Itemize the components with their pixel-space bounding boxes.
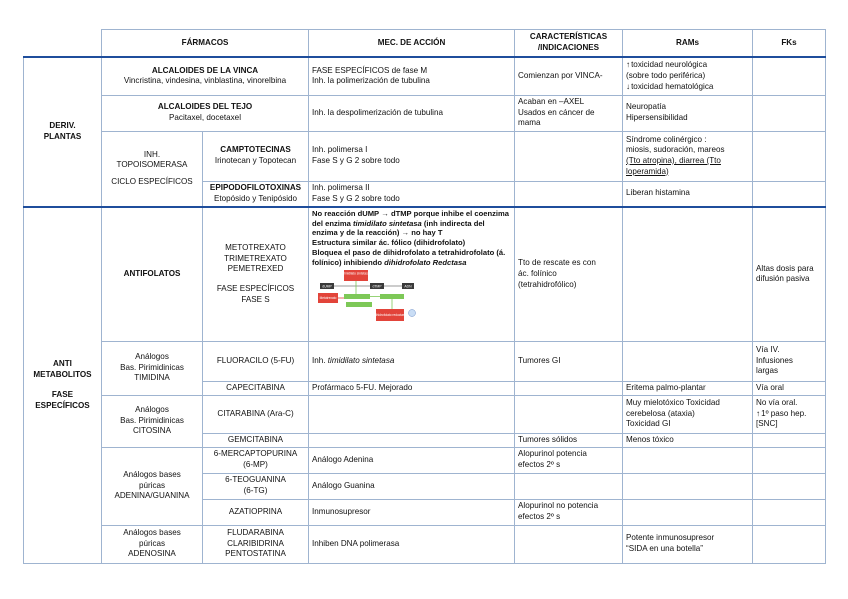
row-antifolatos <box>24 207 826 341</box>
mec-tejo: Inh. la despolimerización de tubulina <box>309 95 515 131</box>
car-citarabina <box>515 395 623 433</box>
drug-gemcitabina: GEMCITABINA <box>203 433 309 447</box>
row-mercaptopurina <box>24 447 826 473</box>
fks-capecitabina: Vía oral <box>753 381 826 395</box>
rams-vinca: ↑ toxicidad neurológica (sobre todo periférica) ↓ toxicidad hematológica <box>623 57 753 95</box>
header-car-line2: /INDICACIONES <box>537 43 600 52</box>
car-camptotecinas <box>515 131 623 181</box>
drug-antifolatos: METOTREXATO TRIMETREXATO PEMETREXED FASE ESPECÍFICOS FASE S <box>203 207 309 341</box>
arrow-right-icon: → <box>401 228 410 238</box>
mec-fluoracilo: Inh. timidilato sintetasa <box>309 341 515 381</box>
car-capecitabina <box>515 381 623 395</box>
header-car-line1: CARACTERÍSTICAS <box>529 32 608 42</box>
mec-adenosina: Inhiben DNA polimerasa <box>309 525 515 563</box>
group-antimetabolitos: ANTI METABOLITOS FASE ESPECÍFICOS <box>24 207 102 563</box>
car-azatioprina: Alopurinol no potencia efectos 2º s <box>515 499 623 525</box>
fks-teoguanina <box>753 473 826 499</box>
drug-vinca: ALCALOIDES DE LA VINCA Vincristina, vindesina, vinblastina, vinorelbina <box>102 57 309 95</box>
header-mec: MEC. DE ACCIÓN <box>309 30 515 58</box>
header-fks: FKs <box>753 30 826 58</box>
mec-camptotecinas: Inh. polimersa I Fase S y G 2 sobre todo <box>309 131 515 181</box>
adn-label: ADN <box>404 284 412 289</box>
fks-citarabina: No vía oral. ↑ 1º paso hep. [SNC] <box>753 395 826 433</box>
class-citosina: Análogos Bas. Pirimidinicas CITOSINA <box>102 395 203 447</box>
mtx-label: Metotrexato <box>319 296 337 301</box>
car-epipodofilotoxinas <box>515 181 623 207</box>
class-adenosina: Análogos bases púricas ADENOSINA <box>102 525 203 563</box>
fks-azatioprina <box>753 499 826 525</box>
car-vinca: Comienzan por VINCA- <box>515 57 623 95</box>
rams-camptotecinas: Síndrome colinérgico : miosis, sudoración, mareos (Tto atropina), diarrea (Tto loperamida) <box>623 131 753 181</box>
car-tejo: Acaban en –AXEL Usados en cáncer de mama <box>515 95 623 131</box>
mec-vinca: FASE ESPECÍFICOS de fase M Inh. la polimerización de tubulina <box>309 57 515 95</box>
fks-fluoracilo: Vía IV. Infusiones largas <box>753 341 826 381</box>
green-box-2 <box>380 294 404 299</box>
header-rams: RAMs <box>623 30 753 58</box>
rams-mercaptopurina <box>623 447 753 473</box>
rams-capecitabina: Eritema palmo-plantar <box>623 381 753 395</box>
mec-citarabina <box>309 395 515 433</box>
rams-azatioprina <box>623 499 753 525</box>
rams-gemcitabina: Menos tóxico <box>623 433 753 447</box>
folate-pathway-diagram <box>316 269 432 327</box>
row-adenosina <box>24 525 826 563</box>
circle-marker <box>409 310 416 317</box>
mec-epipodofilotoxinas: Inh. polimersa II Fase S y G 2 sobre todo <box>309 181 515 207</box>
fks-epipodofilotoxinas <box>753 181 826 207</box>
green-box-1 <box>344 294 370 299</box>
header-farmacos: FÁRMACOS <box>102 30 309 58</box>
drug-azatioprina: AZATIOPRINA <box>203 499 309 525</box>
drug-fluoracilo: FLUORACILO (5-FU) <box>203 341 309 381</box>
header-row <box>24 30 826 58</box>
drug-capecitabina: CAPECITABINA <box>203 381 309 395</box>
fks-mercaptopurina <box>753 447 826 473</box>
drug-camptotecinas: CAMPTOTECINAS Irinotecan y Topotecan <box>203 131 309 181</box>
arrow-right-icon: → <box>381 209 389 218</box>
group-topoisomerasa: INH. TOPOISOMERASA CICLO ESPECÍFICOS <box>102 131 203 207</box>
mec-capecitabina: Profármaco 5-FU. Mejorado <box>309 381 515 395</box>
fks-adenosina <box>753 525 826 563</box>
row-citarabina <box>24 395 826 433</box>
rams-fluoracilo <box>623 341 753 381</box>
dump-label: dUMP <box>322 284 332 289</box>
fks-antifolatos: Altas dosis para difusión pasiva <box>753 207 826 341</box>
car-adenosina <box>515 525 623 563</box>
car-mercaptopurina: Alopurinol potencia efectos 2º s <box>515 447 623 473</box>
row-camptotecinas <box>24 131 826 181</box>
class-antifolatos: ANTIFOLATOS <box>102 207 203 341</box>
drug-citarabina: CITARABINA (Ara-C) <box>203 395 309 433</box>
row-tejo <box>24 95 826 131</box>
rams-teoguanina <box>623 473 753 499</box>
green-box-3 <box>346 302 372 307</box>
rams-tejo: Neuropatía Hipersensibilidad <box>623 95 753 131</box>
drug-table <box>23 29 826 564</box>
car-fluoracilo: Tumores GI <box>515 341 623 381</box>
car-gemcitabina: Tumores sólidos <box>515 433 623 447</box>
rams-adenosina: Potente inmunosupresor “SIDA en una botella” <box>623 525 753 563</box>
mec-mercaptopurina: Análogo Adenina <box>309 447 515 473</box>
drug-teoguanina: 6-TEOGUANINA (6-TG) <box>203 473 309 499</box>
car-antifolatos: Tto de rescate es con ác. folínico (tetrahidrofólico) <box>515 207 623 341</box>
drug-adenosina: FLUDARABINA CLARIBIDRINA PENTOSTATINA <box>203 525 309 563</box>
mec-antifolatos: No reacción dUMP → dTMP porque inhibe el coenzima del enzima timidilato sintetasa (inh indirecta del enzima y de la reacción) → no hay T Estructura similar ác. fólico (dihidrofolato) Bloquea el paso de dihidrofolato a tetrahidrofolato (á. folínico) inhibiendo dihidrofolato Redctasa Timidilato sintetasa dUMP dTMP ADN Metotrexato Dihidrofolato reductasa <box>309 207 515 341</box>
mec-azatioprina: Inmunosupresor <box>309 499 515 525</box>
fks-gemcitabina <box>753 433 826 447</box>
dhfr-label: Dihidrofolato reductasa <box>373 313 407 318</box>
rams-citarabina: Muy mielotóxico Toxicidad cerebelosa (ataxia) Toxicidad GI <box>623 395 753 433</box>
drug-mercaptopurina: 6-MERCAPTOPURINA (6-MP) <box>203 447 309 473</box>
header-empty <box>24 30 102 58</box>
header-caracteristicas <box>515 30 623 58</box>
class-timidina: Análogos Bas. Pirimidinicas TIMIDINA <box>102 341 203 395</box>
rams-antifolatos <box>623 207 753 341</box>
drug-epipodofilotoxinas: EPIPODOFILOTOXINAS Etopósido y Tenipósido <box>203 181 309 207</box>
class-adenina-guanina: Análogos bases púricas ADENINA/GUANINA <box>102 447 203 525</box>
dtmp-label: dTMP <box>372 284 382 289</box>
row-vinca <box>24 57 826 95</box>
fks-tejo <box>753 95 826 131</box>
fks-vinca <box>753 57 826 95</box>
car-teoguanina <box>515 473 623 499</box>
row-fluoracilo <box>24 341 826 381</box>
drug-tejo: ALCALOIDES DEL TEJO Pacitaxel, docetaxel <box>102 95 309 131</box>
mec-gemcitabina <box>309 433 515 447</box>
fks-camptotecinas <box>753 131 826 181</box>
mec-teoguanina: Análogo Guanina <box>309 473 515 499</box>
group-deriv-plantas: DERIV. PLANTAS <box>24 57 102 207</box>
rams-epipodofilotoxinas: Liberan histamina <box>623 181 753 207</box>
ts-label: Timidilato sintetasa <box>342 271 370 276</box>
